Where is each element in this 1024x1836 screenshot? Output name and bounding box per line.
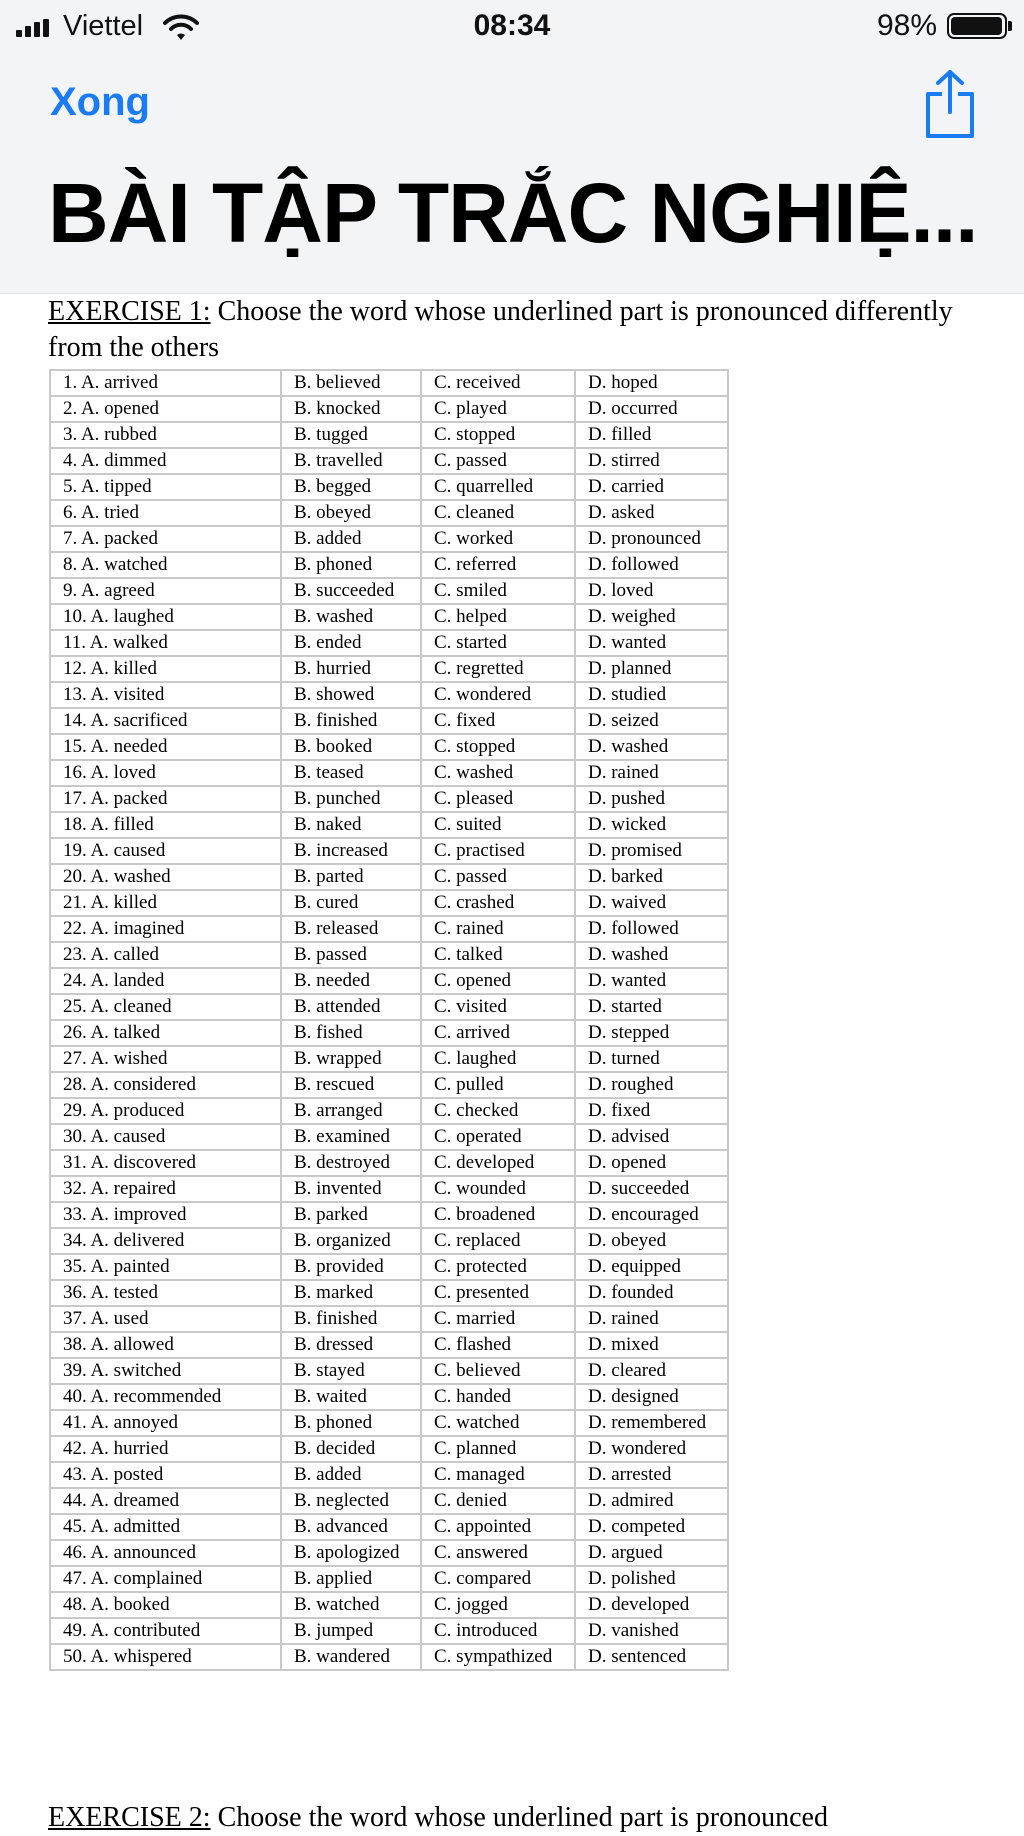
option-cell: 39. A. switched (50, 1358, 281, 1384)
table-row (50, 1540, 728, 1566)
option-cell: C. received (421, 370, 575, 396)
option-cell: D. sentenced (575, 1644, 728, 1670)
option-cell: 27. A. wished (50, 1046, 281, 1072)
option-cell: C. answered (421, 1540, 575, 1566)
option-cell: D. succeeded (575, 1176, 728, 1202)
option-cell: 23. A. called (50, 942, 281, 968)
option-cell: D. pushed (575, 786, 728, 812)
option-cell: B. waited (281, 1384, 421, 1410)
option-cell: 35. A. painted (50, 1254, 281, 1280)
table-row (50, 968, 728, 994)
option-cell: D. pronounced (575, 526, 728, 552)
option-cell: 29. A. produced (50, 1098, 281, 1124)
option-cell: B. arranged (281, 1098, 421, 1124)
option-cell: 38. A. allowed (50, 1332, 281, 1358)
option-cell: 8. A. watched (50, 552, 281, 578)
option-cell: 22. A. imagined (50, 916, 281, 942)
option-cell: C. wounded (421, 1176, 575, 1202)
option-cell: B. attended (281, 994, 421, 1020)
table-row (50, 1514, 728, 1540)
table-row (50, 1488, 728, 1514)
table-row (50, 630, 728, 656)
option-cell: D. carried (575, 474, 728, 500)
option-cell: 33. A. improved (50, 1202, 281, 1228)
option-cell: 31. A. discovered (50, 1150, 281, 1176)
option-cell: B. wrapped (281, 1046, 421, 1072)
option-cell: D. equipped (575, 1254, 728, 1280)
option-cell: B. phoned (281, 552, 421, 578)
table-row (50, 1202, 728, 1228)
option-cell: C. planned (421, 1436, 575, 1462)
option-cell: B. stayed (281, 1358, 421, 1384)
option-cell: 37. A. used (50, 1306, 281, 1332)
table-row (50, 1280, 728, 1306)
option-cell: B. released (281, 916, 421, 942)
option-cell: 34. A. delivered (50, 1228, 281, 1254)
option-cell: C. managed (421, 1462, 575, 1488)
option-cell: 16. A. loved (50, 760, 281, 786)
option-cell: C. compared (421, 1566, 575, 1592)
option-cell: 45. A. admitted (50, 1514, 281, 1540)
option-cell: C. talked (421, 942, 575, 968)
option-cell: C. developed (421, 1150, 575, 1176)
table-row (50, 942, 728, 968)
table-row (50, 474, 728, 500)
option-cell: B. neglected (281, 1488, 421, 1514)
table-row (50, 864, 728, 890)
option-cell: 1. A. arrived (50, 370, 281, 396)
option-cell: 26. A. talked (50, 1020, 281, 1046)
option-cell: B. knocked (281, 396, 421, 422)
option-cell: D. hoped (575, 370, 728, 396)
battery-cap (1008, 21, 1012, 31)
option-cell: B. apologized (281, 1540, 421, 1566)
option-cell: C. pleased (421, 786, 575, 812)
option-cell: D. wondered (575, 1436, 728, 1462)
option-cell: C. practised (421, 838, 575, 864)
option-cell: 15. A. needed (50, 734, 281, 760)
table-row (50, 396, 728, 422)
table-row (50, 1384, 728, 1410)
option-cell: D. competed (575, 1514, 728, 1540)
option-cell: C. rained (421, 916, 575, 942)
table-row (50, 1436, 728, 1462)
option-cell: 44. A. dreamed (50, 1488, 281, 1514)
option-cell: C. wondered (421, 682, 575, 708)
option-cell: C. smiled (421, 578, 575, 604)
option-cell: D. arrested (575, 1462, 728, 1488)
table-row (50, 838, 728, 864)
option-cell: D. loved (575, 578, 728, 604)
option-cell: B. phoned (281, 1410, 421, 1436)
table-row (50, 1124, 728, 1150)
option-cell: D. filled (575, 422, 728, 448)
option-cell: D. obeyed (575, 1228, 728, 1254)
option-cell: B. increased (281, 838, 421, 864)
exercise-1-table (49, 369, 729, 1671)
option-cell: D. advised (575, 1124, 728, 1150)
option-cell: B. applied (281, 1566, 421, 1592)
option-cell: C. stopped (421, 734, 575, 760)
option-cell: C. jogged (421, 1592, 575, 1618)
option-cell: B. believed (281, 370, 421, 396)
table-row (50, 1592, 728, 1618)
option-cell: D. argued (575, 1540, 728, 1566)
battery-percentage: 98% (877, 9, 938, 42)
table-row (50, 1176, 728, 1202)
option-cell: 48. A. booked (50, 1592, 281, 1618)
table-row (50, 890, 728, 916)
option-cell: C. sympathized (421, 1644, 575, 1670)
option-cell: D. started (575, 994, 728, 1020)
option-cell: C. introduced (421, 1618, 575, 1644)
option-cell: B. travelled (281, 448, 421, 474)
option-cell: D. rained (575, 1306, 728, 1332)
option-cell: D. occurred (575, 396, 728, 422)
option-cell: D. followed (575, 916, 728, 942)
option-cell: C. worked (421, 526, 575, 552)
option-cell: C. regretted (421, 656, 575, 682)
option-cell: C. appointed (421, 1514, 575, 1540)
exercise-2-label: EXERCISE 2: (48, 1802, 211, 1833)
option-cell: 19. A. caused (50, 838, 281, 864)
option-cell: D. fixed (575, 1098, 728, 1124)
option-cell: C. washed (421, 760, 575, 786)
option-cell: D. wanted (575, 968, 728, 994)
document-title: BÀI TẬP TRẮC NGHIỆ... (48, 166, 978, 260)
option-cell: D. mixed (575, 1332, 728, 1358)
option-cell: B. jumped (281, 1618, 421, 1644)
option-cell: D. remembered (575, 1410, 728, 1436)
option-cell: B. marked (281, 1280, 421, 1306)
option-cell: 32. A. repaired (50, 1176, 281, 1202)
table-row (50, 1150, 728, 1176)
option-cell: D. washed (575, 942, 728, 968)
option-cell: C. replaced (421, 1228, 575, 1254)
option-cell: B. hurried (281, 656, 421, 682)
option-cell: D. wanted (575, 630, 728, 656)
option-cell: C. passed (421, 864, 575, 890)
option-cell: C. broadened (421, 1202, 575, 1228)
battery-icon (947, 13, 1007, 39)
table-row (50, 448, 728, 474)
option-cell: 41. A. annoyed (50, 1410, 281, 1436)
option-cell: B. begged (281, 474, 421, 500)
option-cell: 18. A. filled (50, 812, 281, 838)
table-row (50, 500, 728, 526)
option-cell: C. started (421, 630, 575, 656)
option-cell: 14. A. sacrificed (50, 708, 281, 734)
clock: 08:34 (473, 9, 551, 42)
option-cell: D. planned (575, 656, 728, 682)
option-cell: B. rescued (281, 1072, 421, 1098)
option-cell: B. parked (281, 1202, 421, 1228)
option-cell: B. teased (281, 760, 421, 786)
viewer-header (0, 0, 1024, 294)
option-cell: 46. A. announced (50, 1540, 281, 1566)
option-cell: 6. A. tried (50, 500, 281, 526)
option-cell: D. wicked (575, 812, 728, 838)
option-cell: C. handed (421, 1384, 575, 1410)
option-cell: 20. A. washed (50, 864, 281, 890)
option-cell: C. checked (421, 1098, 575, 1124)
option-cell: D. washed (575, 734, 728, 760)
option-cell: D. rained (575, 760, 728, 786)
option-cell: D. barked (575, 864, 728, 890)
option-cell: C. operated (421, 1124, 575, 1150)
carrier-name: Viettel (63, 10, 144, 42)
option-cell: 49. A. contributed (50, 1618, 281, 1644)
option-cell: B. finished (281, 708, 421, 734)
option-cell: D. promised (575, 838, 728, 864)
option-cell: C. denied (421, 1488, 575, 1514)
option-cell: B. provided (281, 1254, 421, 1280)
option-cell: B. parted (281, 864, 421, 890)
table-row (50, 1254, 728, 1280)
option-cell: C. opened (421, 968, 575, 994)
option-cell: B. naked (281, 812, 421, 838)
table-row (50, 578, 728, 604)
option-cell: B. added (281, 1462, 421, 1488)
option-cell: C. arrived (421, 1020, 575, 1046)
option-cell: D. polished (575, 1566, 728, 1592)
table-row (50, 760, 728, 786)
option-cell: 9. A. agreed (50, 578, 281, 604)
table-row (50, 370, 728, 396)
table-row (50, 1332, 728, 1358)
option-cell: 40. A. recommended (50, 1384, 281, 1410)
done-button[interactable]: Xong (50, 80, 150, 124)
option-cell: C. flashed (421, 1332, 575, 1358)
option-cell: B. dressed (281, 1332, 421, 1358)
table-row (50, 422, 728, 448)
option-cell: D. admired (575, 1488, 728, 1514)
table-row (50, 734, 728, 760)
table-row (50, 1618, 728, 1644)
option-cell: B. punched (281, 786, 421, 812)
option-cell: B. booked (281, 734, 421, 760)
table-row (50, 708, 728, 734)
option-cell: 28. A. considered (50, 1072, 281, 1098)
option-cell: D. encouraged (575, 1202, 728, 1228)
option-cell: 30. A. caused (50, 1124, 281, 1150)
option-cell: B. examined (281, 1124, 421, 1150)
option-cell: C. stopped (421, 422, 575, 448)
option-cell: 13. A. visited (50, 682, 281, 708)
option-cell: B. obeyed (281, 500, 421, 526)
option-cell: D. stirred (575, 448, 728, 474)
option-cell: C. passed (421, 448, 575, 474)
exercise-1-instruction: Choose the word whose underlined part is pronounced differently from the others (48, 296, 953, 363)
option-cell: D. founded (575, 1280, 728, 1306)
exercise-1-heading (48, 294, 978, 366)
option-cell: 2. A. opened (50, 396, 281, 422)
option-cell: C. suited (421, 812, 575, 838)
option-cell: C. laughed (421, 1046, 575, 1072)
option-cell: D. asked (575, 500, 728, 526)
table-row (50, 1046, 728, 1072)
option-cell: B. finished (281, 1306, 421, 1332)
option-cell: D. vanished (575, 1618, 728, 1644)
table-row (50, 1566, 728, 1592)
option-cell: D. followed (575, 552, 728, 578)
table-row (50, 1020, 728, 1046)
table-row (50, 786, 728, 812)
table-row (50, 552, 728, 578)
table-row (50, 1644, 728, 1670)
option-cell: B. succeeded (281, 578, 421, 604)
option-cell: C. visited (421, 994, 575, 1020)
table-row (50, 1306, 728, 1332)
exercise-1-label: EXERCISE 1: (48, 296, 211, 327)
table-row (50, 916, 728, 942)
option-cell: 42. A. hurried (50, 1436, 281, 1462)
option-cell: D. developed (575, 1592, 728, 1618)
option-cell: B. destroyed (281, 1150, 421, 1176)
table-row (50, 1358, 728, 1384)
exercise-2-instruction: Choose the word whose underlined part is pronounced (210, 1802, 828, 1833)
table-row (50, 1098, 728, 1124)
table-row (50, 526, 728, 552)
option-cell: B. needed (281, 968, 421, 994)
option-cell: C. married (421, 1306, 575, 1332)
option-cell: 21. A. killed (50, 890, 281, 916)
option-cell: C. presented (421, 1280, 575, 1306)
option-cell: B. tugged (281, 422, 421, 448)
table-row (50, 682, 728, 708)
option-cell: 47. A. complained (50, 1566, 281, 1592)
option-cell: 17. A. packed (50, 786, 281, 812)
option-cell: 7. A. packed (50, 526, 281, 552)
option-cell: D. studied (575, 682, 728, 708)
table-row (50, 656, 728, 682)
option-cell: B. washed (281, 604, 421, 630)
option-cell: B. cured (281, 890, 421, 916)
option-cell: B. wandered (281, 1644, 421, 1670)
table-row (50, 812, 728, 838)
option-cell: 3. A. rubbed (50, 422, 281, 448)
option-cell: B. invented (281, 1176, 421, 1202)
option-cell: C. crashed (421, 890, 575, 916)
option-cell: 25. A. cleaned (50, 994, 281, 1020)
option-cell: B. fished (281, 1020, 421, 1046)
document-content (48, 294, 978, 1833)
option-cell: B. watched (281, 1592, 421, 1618)
option-cell: D. roughed (575, 1072, 728, 1098)
option-cell: B. showed (281, 682, 421, 708)
option-cell: C. cleaned (421, 500, 575, 526)
option-cell: D. weighed (575, 604, 728, 630)
option-cell: B. decided (281, 1436, 421, 1462)
option-cell: 50. A. whispered (50, 1644, 281, 1670)
exercise-2-heading (48, 1800, 828, 1836)
option-cell: C. watched (421, 1410, 575, 1436)
option-cell: D. seized (575, 708, 728, 734)
battery-level (951, 17, 1002, 35)
option-cell: B. advanced (281, 1514, 421, 1540)
option-cell: D. turned (575, 1046, 728, 1072)
table-row (50, 1228, 728, 1254)
option-cell: B. added (281, 526, 421, 552)
option-cell: 10. A. laughed (50, 604, 281, 630)
share-icon[interactable] (924, 68, 976, 140)
table-row (50, 1410, 728, 1436)
option-cell: 36. A. tested (50, 1280, 281, 1306)
table-row (50, 994, 728, 1020)
option-cell: C. quarrelled (421, 474, 575, 500)
option-cell: 5. A. tipped (50, 474, 281, 500)
option-cell: B. passed (281, 942, 421, 968)
table-row (50, 1072, 728, 1098)
table-row (50, 604, 728, 630)
option-cell: B. organized (281, 1228, 421, 1254)
option-cell: 12. A. killed (50, 656, 281, 682)
option-cell: D. waived (575, 890, 728, 916)
table-row (50, 1462, 728, 1488)
option-cell: C. played (421, 396, 575, 422)
option-cell: C. helped (421, 604, 575, 630)
status-bar (0, 0, 1024, 52)
option-cell: D. cleared (575, 1358, 728, 1384)
option-cell: 11. A. walked (50, 630, 281, 656)
option-cell: C. fixed (421, 708, 575, 734)
option-cell: C. protected (421, 1254, 575, 1280)
option-cell: D. opened (575, 1150, 728, 1176)
option-cell: D. designed (575, 1384, 728, 1410)
option-cell: 4. A. dimmed (50, 448, 281, 474)
option-cell: C. pulled (421, 1072, 575, 1098)
option-cell: C. referred (421, 552, 575, 578)
option-cell: 24. A. landed (50, 968, 281, 994)
option-cell: C. believed (421, 1358, 575, 1384)
option-cell: B. ended (281, 630, 421, 656)
option-cell: D. stepped (575, 1020, 728, 1046)
option-cell: 43. A. posted (50, 1462, 281, 1488)
